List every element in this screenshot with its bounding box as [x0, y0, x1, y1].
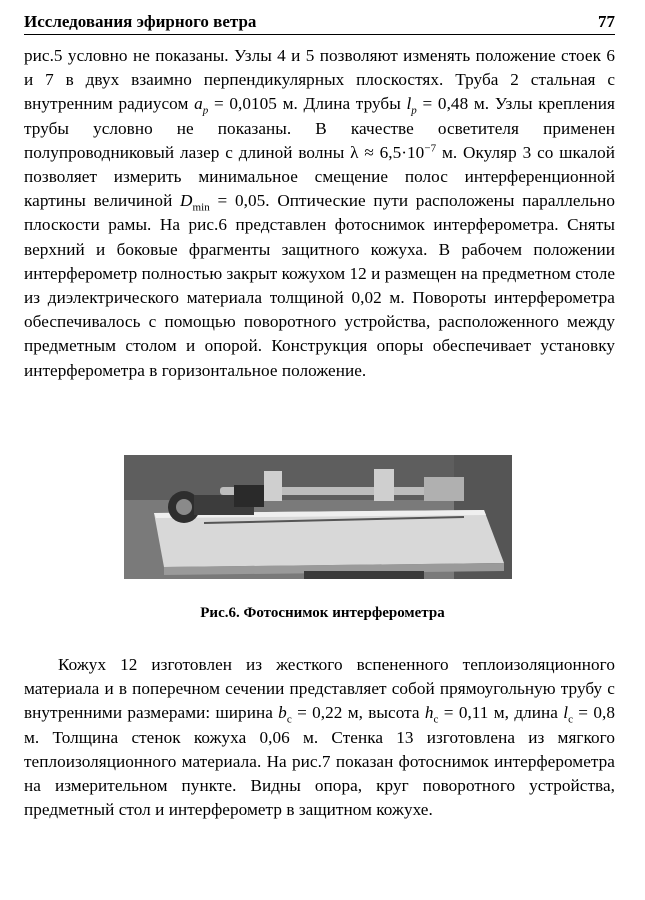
ap-subscript: p	[202, 104, 209, 117]
text-run: = 0,05. Оптические пути расположены параллельно плоскости рамы. На рис.6 представлен фотоснимок интерферометра. Сняты верхний и боковые фрагменты защитного кожуха. В рабочем положении интерферометр полностью закрыт кожухом 12 и размещен на предметном столе из диэлектрического материала толщиной 0,02 м. Повороты интерферометра обеспечивалось с помощью поворотного устройства, расположенного между предметным столом и опорой. Конструкция опоры обеспечивает установку интерферометра в горизонтальное положение.	[24, 191, 615, 380]
photo-illustration	[124, 455, 512, 579]
h-symbol: h	[424, 703, 434, 723]
text-run: рис.5 условно не показаны. Узлы 4 и 5 позволяют изменять положение стоек 6 и 7 в двух взаимно перпендикулярных плоскостях. Труба 2 стальная с внутренним радиусом	[24, 46, 615, 114]
body-paragraph-2	[24, 653, 615, 822]
b-subscript: c	[286, 713, 292, 726]
text-run: = 0,22 м, высота	[291, 703, 425, 723]
l-symbol: l	[563, 703, 569, 723]
page-number: 77	[598, 12, 615, 31]
lambda-expression: λ ≈ 6,5·10	[350, 142, 425, 162]
running-title: Исследования эфирного ветра	[24, 12, 257, 31]
d-subscript: min	[192, 201, 210, 214]
lambda-exponent: −7	[424, 142, 437, 155]
text-run: Кожух 12 изготовлен из жесткого вспененного теплоизоляционного материала и в поперечном сечении представляет собой прямоугольную трубу с внутренними размерами: ширина	[24, 655, 615, 723]
text-run: = 0,0105 м. Длина трубы	[208, 94, 407, 114]
paragraph-text	[24, 44, 615, 383]
lp-symbol: l	[406, 94, 412, 114]
ap-symbol: a	[194, 94, 203, 114]
text-run: = 0,8 м. Толщина стенок кожуха 0,06 м. Стенка 13 изготовлена из мягкого теплоизоляционного материала. На рис.7 показан фотоснимок интерферометра на измерительном пункте. Видны опора, круг поворотного устройства, предметный стол и интерферометр в защитном кожухе.	[24, 703, 615, 820]
figure-caption: Рис.6. Фотоснимок интерферометра	[200, 605, 445, 621]
l-subscript: c	[568, 713, 573, 726]
text-run: м. Окуляр 3 со шкалой позволяет измерить минимальное смещение полос интерференционной картины величиной	[24, 142, 615, 211]
text-run: = 0,48 м. Узлы крепления трубы условно не показаны. В качестве осветителя применен полупроводниковый лазер с длиной волны	[24, 94, 615, 162]
d-symbol: D	[180, 191, 193, 211]
paragraph-text	[24, 653, 615, 822]
lp-subscript: p	[411, 104, 417, 117]
body-paragraph-1	[24, 44, 615, 383]
running-header	[24, 10, 615, 35]
interferometer-photo	[124, 455, 512, 579]
text-run: = 0,11 м, длина	[438, 703, 564, 723]
h-subscript: c	[433, 713, 439, 726]
b-symbol: b	[278, 703, 287, 723]
